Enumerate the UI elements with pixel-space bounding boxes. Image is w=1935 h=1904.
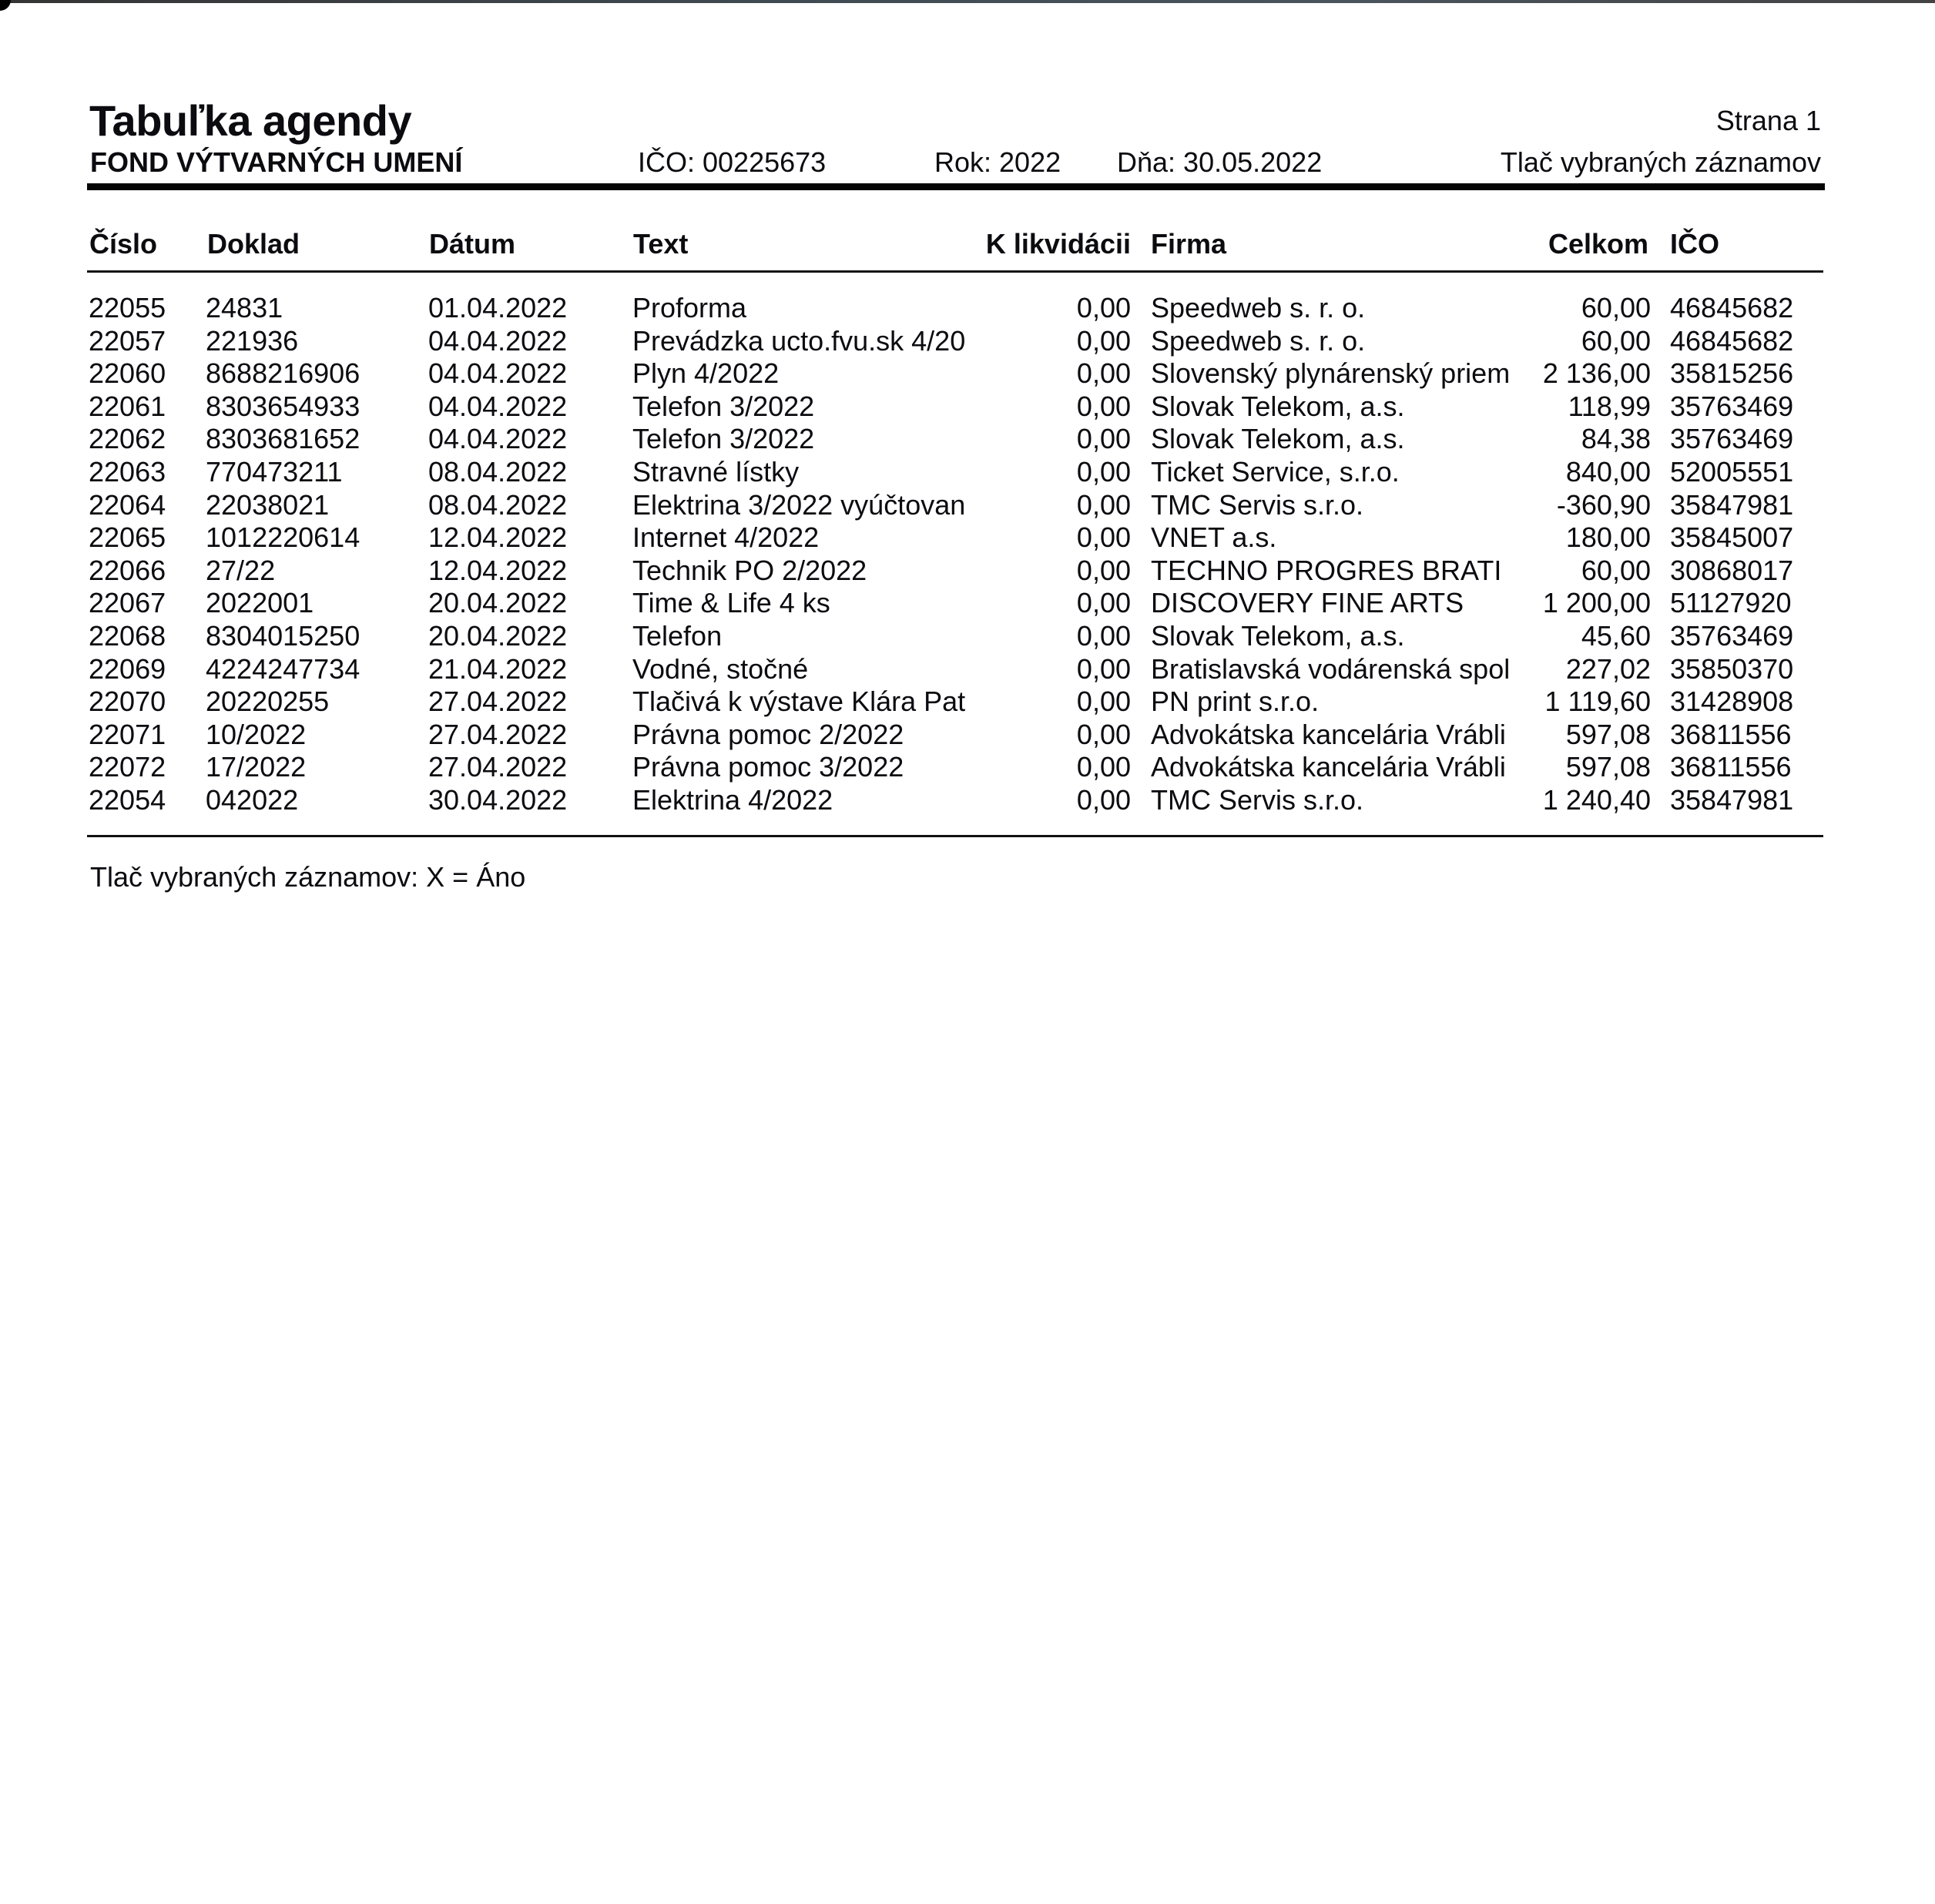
table-row [0, 423, 1935, 456]
cell-cislo: 22068 [89, 619, 166, 652]
cell-doklad: 2022001 [206, 587, 314, 619]
cell-k-likvidacii: 0,00 [1076, 554, 1131, 586]
cell-celkom: 180,00 [1565, 521, 1651, 554]
cell-cislo: 22066 [89, 554, 166, 586]
table-row [0, 292, 1935, 325]
cell-celkom: -360,90 [1556, 488, 1651, 521]
cell-cislo: 22071 [89, 718, 166, 750]
cell-firma: TECHNO PROGRES BRATI [1151, 554, 1502, 586]
cell-celkom: 60,00 [1581, 292, 1651, 323]
cell-cislo: 22063 [89, 455, 166, 488]
cell-text: Prevádzka ucto.fvu.sk 4/20 [632, 324, 966, 357]
cell-k-likvidacii: 0,00 [1076, 488, 1131, 521]
cell-firma: DISCOVERY FINE ARTS [1151, 587, 1464, 619]
table-row [0, 587, 1935, 620]
cell-doklad: 22038021 [206, 488, 330, 521]
cell-celkom: 45,60 [1581, 619, 1651, 652]
cell-doklad: 8303654933 [206, 390, 361, 422]
cell-text: Technik PO 2/2022 [632, 554, 867, 586]
table-header-rule [87, 270, 1823, 273]
cell-cislo: 22064 [89, 488, 166, 521]
cell-firma: Bratislavská vodárenská spol [1151, 652, 1511, 685]
cell-celkom: 1 240,40 [1542, 783, 1651, 816]
cell-doklad: 10/2022 [206, 718, 307, 750]
cell-ico: 51127920 [1670, 587, 1792, 619]
print-mode: Tlač vybraných záznamov [1500, 146, 1821, 178]
table-footer-rule [87, 835, 1823, 837]
cell-firma: PN print s.r.o. [1151, 686, 1320, 718]
cell-doklad: 17/2022 [206, 751, 307, 783]
cell-text: Plyn 4/2022 [632, 357, 780, 390]
cell-firma: Advokátska kancelária Vrábli [1151, 718, 1506, 750]
cell-cislo: 22069 [89, 652, 166, 685]
cell-cislo: 22072 [89, 751, 166, 783]
report-date: Dňa: 30.05.2022 [1117, 146, 1323, 178]
cell-ico: 36811556 [1670, 751, 1792, 783]
column-header-ico: IČO [1670, 228, 1720, 260]
column-header-doklad: Doklad [207, 228, 300, 260]
cell-celkom: 84,38 [1581, 423, 1651, 455]
cell-ico: 36811556 [1670, 718, 1792, 750]
table-row [0, 357, 1935, 391]
cell-k-likvidacii: 0,00 [1076, 619, 1131, 652]
cell-doklad: 20220255 [206, 686, 330, 718]
cell-celkom: 840,00 [1565, 455, 1651, 488]
cell-firma: Speedweb s. r. o. [1151, 292, 1366, 323]
cell-text: Vodné, stočné [632, 652, 809, 685]
cell-cislo: 22070 [89, 686, 166, 718]
table-row [0, 653, 1935, 686]
cell-text: Telefon 3/2022 [632, 390, 815, 422]
cell-firma: TMC Servis s.r.o. [1151, 783, 1364, 816]
report-title: Tabuľka agendy [89, 96, 412, 145]
column-header-firma: Firma [1151, 228, 1227, 260]
table-row [0, 391, 1935, 424]
cell-k-likvidacii: 0,00 [1076, 455, 1131, 488]
page-number: Strana 1 [1715, 105, 1821, 136]
table-row [0, 620, 1935, 653]
cell-k-likvidacii: 0,00 [1076, 357, 1131, 390]
organization-name: FOND VÝTVARNÝCH UMENÍ [90, 146, 463, 178]
cell-firma: Slovak Telekom, a.s. [1151, 619, 1405, 652]
cell-datum: 20.04.2022 [428, 587, 568, 619]
cell-ico: 35847981 [1670, 488, 1794, 521]
cell-firma: Slovak Telekom, a.s. [1151, 423, 1405, 455]
cell-ico: 46845682 [1670, 324, 1794, 357]
table-row [0, 555, 1935, 588]
table-row [0, 521, 1935, 555]
column-header-cislo: Číslo [89, 228, 158, 260]
organization-ico: IČO: 00225673 [638, 146, 827, 178]
cell-k-likvidacii: 0,00 [1076, 751, 1131, 783]
footnote: Tlač vybraných záznamov: X = Áno [90, 861, 526, 893]
cell-datum: 21.04.2022 [428, 652, 568, 685]
cell-cislo: 22060 [89, 357, 166, 390]
cell-firma: TMC Servis s.r.o. [1151, 488, 1364, 521]
cell-doklad: 221936 [206, 324, 299, 357]
table-body [0, 292, 1935, 817]
cell-doklad: 27/22 [206, 554, 276, 586]
cell-datum: 04.04.2022 [428, 423, 568, 455]
cell-ico: 30868017 [1670, 554, 1794, 586]
cell-ico: 35845007 [1670, 521, 1794, 554]
cell-firma: VNET a.s. [1151, 521, 1277, 554]
scan-corner [0, 0, 11, 11]
cell-text: Tlačivá k výstave Klára Pat [632, 686, 966, 718]
cell-celkom: 1 119,60 [1544, 686, 1651, 718]
cell-cislo: 22061 [89, 390, 166, 422]
column-header-k-likvidacii: K likvidácii [986, 228, 1131, 260]
cell-doklad: 24831 [206, 292, 283, 323]
column-header-datum: Dátum [429, 228, 516, 260]
cell-datum: 12.04.2022 [428, 521, 568, 554]
cell-ico: 46845682 [1670, 292, 1794, 323]
cell-ico: 35815256 [1670, 357, 1794, 390]
cell-celkom: 2 136,00 [1542, 357, 1651, 390]
table-row [0, 456, 1935, 489]
column-header-text: Text [633, 228, 689, 260]
cell-text: Telefon [632, 619, 723, 652]
header-divider [87, 183, 1825, 190]
cell-k-likvidacii: 0,00 [1076, 423, 1131, 455]
cell-ico: 35763469 [1670, 423, 1794, 455]
cell-datum: 08.04.2022 [428, 488, 568, 521]
cell-text: Time & Life 4 ks [632, 587, 830, 619]
cell-datum: 12.04.2022 [428, 554, 568, 586]
cell-firma: Slovak Telekom, a.s. [1151, 390, 1405, 422]
cell-text: Stravné lístky [632, 455, 800, 488]
cell-datum: 27.04.2022 [428, 751, 568, 783]
cell-datum: 04.04.2022 [428, 357, 568, 390]
cell-datum: 30.04.2022 [428, 783, 568, 816]
cell-k-likvidacii: 0,00 [1076, 390, 1131, 422]
cell-cislo: 22057 [89, 324, 166, 357]
table-row [0, 719, 1935, 752]
table-row [0, 686, 1935, 719]
cell-firma: Slovenský plynárenský priem [1151, 357, 1511, 390]
cell-text: Internet 4/2022 [632, 521, 820, 554]
cell-datum: 01.04.2022 [428, 292, 568, 323]
cell-cislo: 22067 [89, 587, 166, 619]
cell-cislo: 22054 [89, 783, 166, 816]
cell-text: Právna pomoc 2/2022 [632, 718, 904, 750]
cell-k-likvidacii: 0,00 [1076, 783, 1131, 816]
cell-cislo: 22065 [89, 521, 166, 554]
cell-datum: 04.04.2022 [428, 324, 568, 357]
cell-datum: 20.04.2022 [428, 619, 568, 652]
cell-ico: 35847981 [1670, 783, 1794, 816]
cell-doklad: 8303681652 [206, 423, 361, 455]
table-row [0, 489, 1935, 522]
cell-k-likvidacii: 0,00 [1076, 652, 1131, 685]
cell-k-likvidacii: 0,00 [1076, 292, 1131, 323]
cell-k-likvidacii: 0,00 [1076, 718, 1131, 750]
cell-k-likvidacii: 0,00 [1076, 324, 1131, 357]
cell-k-likvidacii: 0,00 [1076, 587, 1131, 619]
cell-datum: 27.04.2022 [428, 686, 568, 718]
table-row [0, 325, 1935, 358]
cell-doklad: 8688216906 [206, 357, 361, 390]
cell-celkom: 60,00 [1581, 554, 1651, 586]
cell-celkom: 597,08 [1565, 751, 1651, 783]
cell-doklad: 4224247734 [206, 652, 361, 685]
cell-ico: 35850370 [1670, 652, 1794, 685]
cell-k-likvidacii: 0,00 [1076, 521, 1131, 554]
cell-doklad: 1012220614 [206, 521, 361, 554]
cell-datum: 08.04.2022 [428, 455, 568, 488]
cell-celkom: 1 200,00 [1542, 587, 1651, 619]
cell-firma: Speedweb s. r. o. [1151, 324, 1366, 357]
cell-firma: Ticket Service, s.r.o. [1151, 455, 1400, 488]
cell-text: Proforma [632, 292, 747, 323]
cell-doklad: 770473211 [206, 455, 343, 488]
cell-ico: 35763469 [1670, 390, 1794, 422]
cell-text: Elektrina 4/2022 [632, 783, 833, 816]
cell-celkom: 227,02 [1565, 652, 1651, 685]
cell-text: Telefon 3/2022 [632, 423, 815, 455]
cell-celkom: 597,08 [1565, 718, 1651, 750]
cell-firma: Advokátska kancelária Vrábli [1151, 751, 1506, 783]
table-row [0, 784, 1935, 817]
cell-celkom: 118,99 [1568, 390, 1651, 422]
cell-doklad: 042022 [206, 783, 299, 816]
cell-datum: 04.04.2022 [428, 390, 568, 422]
cell-ico: 31428908 [1670, 686, 1794, 718]
cell-doklad: 8304015250 [206, 619, 361, 652]
cell-ico: 35763469 [1670, 619, 1794, 652]
cell-cislo: 22055 [89, 292, 166, 323]
table-row [0, 751, 1935, 784]
cell-text: Elektrina 3/2022 vyúčtovan [632, 488, 966, 521]
cell-celkom: 60,00 [1581, 324, 1651, 357]
cell-k-likvidacii: 0,00 [1076, 686, 1131, 718]
cell-datum: 27.04.2022 [428, 718, 568, 750]
cell-text: Právna pomoc 3/2022 [632, 751, 904, 783]
scan-edge [0, 0, 1935, 3]
report-year: Rok: 2022 [934, 146, 1061, 178]
cell-ico: 52005551 [1670, 455, 1794, 488]
cell-cislo: 22062 [89, 423, 166, 455]
column-header-celkom: Celkom [1548, 228, 1649, 260]
